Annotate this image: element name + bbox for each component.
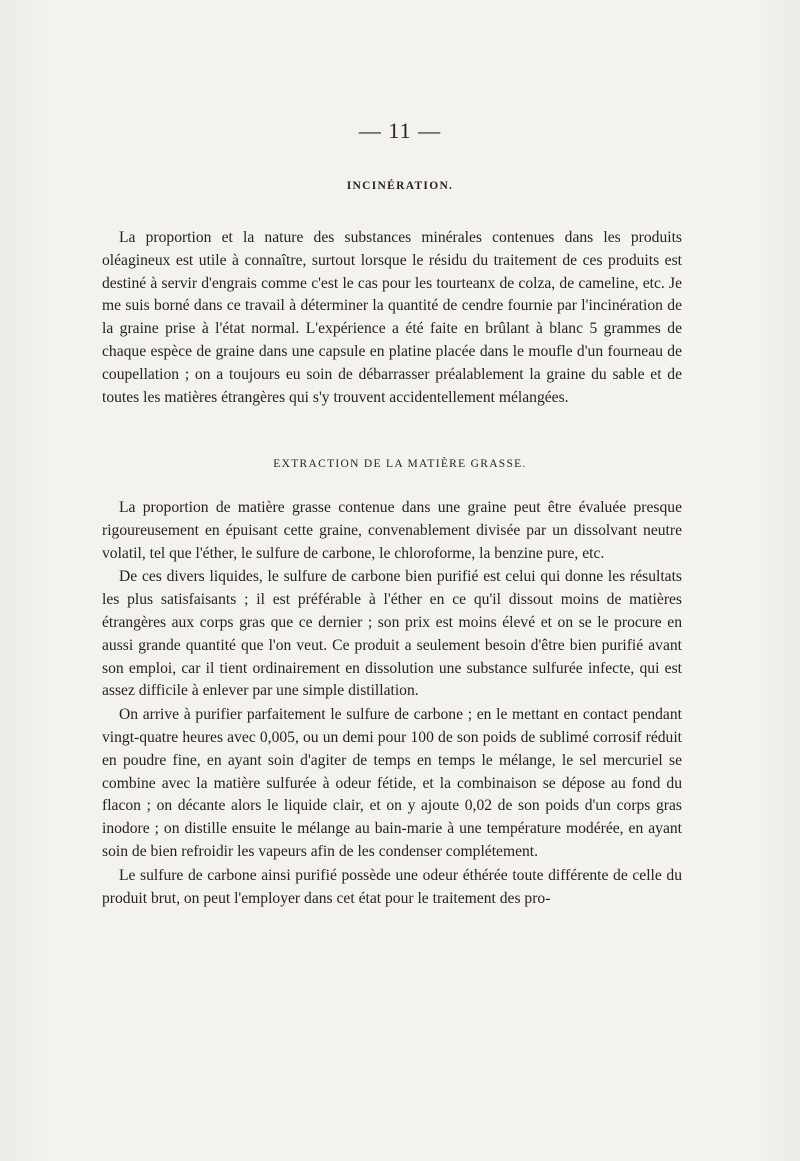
section-body-incineration xyxy=(102,227,682,409)
paragraph: On arrive à purifier parfaitement le sulfure de carbone ; en le mettant en contact pendant vingt-quatre heures avec 0,005, ou un demi pour 100 de son poids de sublimé corrosif réduit en poudre fine, en ayant soin d'agiter de temps en temps le mélange, le sel mercuriel se combine avec la matière sulfurée à odeur fétide, et la combinaison se dépose au fond du flacon ; on décante alors le liquide clair, et on y ajoute 0,02 de son poids d'un corps gras inodore ; on distille ensuite le mélange au bain-marie à une température modérée, en ayant soin de bien refroidir les vapeurs afin de les condenser complétement. xyxy=(102,706,682,860)
paragraph: La proportion de matière grasse contenue dans une graine peut être évaluée presque rigoureusement en épuisant cette graine, convenablement divisée par un dissolvant neutre volatil, tel que l'éther, le sulfure de carbone, le chloroforme, la benzine pure, etc. xyxy=(102,499,682,562)
section-heading-extraction: EXTRACTION DE LA MATIÈRE GRASSE. xyxy=(273,458,527,470)
paragraph: La proportion et la nature des substances minérales contenues dans les produits oléagineux est utile à connaître, surtout lorsque le résidu du traitement de ces produits est destiné à servir d'engrais comme c'est le cas pour les tourteanx de colza, de cameline, etc. Je me suis borné dans ce travail à déterminer la quantité de cendre fournie par l'incinération de la graine prise à l'état normal. L'expérience a été faite en brûlant à blanc 5 grammes de chaque espèce de graine dans une capsule en platine placée dans le moufle d'un fourneau de coupellation ; on a toujours eu soin de débarrasser préalablement la graine du sable et de toutes les matières étrangères qui s'y trouvent accidentellement mélangées. xyxy=(102,229,682,406)
paragraph: De ces divers liquides, le sulfure de carbone bien purifié est celui qui donne les résultats les plus satisfaisants ; il est préférable à l'éther en ce qu'il dissout moins de matières étrangères aux corps gras que ce dernier ; son prix est moins élevé et on se le procure en aussi grande quantité que l'on veut. Ce produit a seulement besoin d'être bien purifié avant son emploi, car il tient ordinairement en dissolution une substance sulfurée infecte, qui est assez difficile à enlever par une simple distillation. xyxy=(102,568,682,700)
section-body-extraction xyxy=(102,497,682,910)
page-number: — 11 — xyxy=(358,118,442,143)
section-heading-incineration: INCINÉRATION. xyxy=(346,180,454,192)
paragraph: Le sulfure de carbone ainsi purifié possède une odeur éthérée toute différente de celle du produit brut, on peut l'employer dans cet état pour le traitement des pro- xyxy=(102,866,682,907)
